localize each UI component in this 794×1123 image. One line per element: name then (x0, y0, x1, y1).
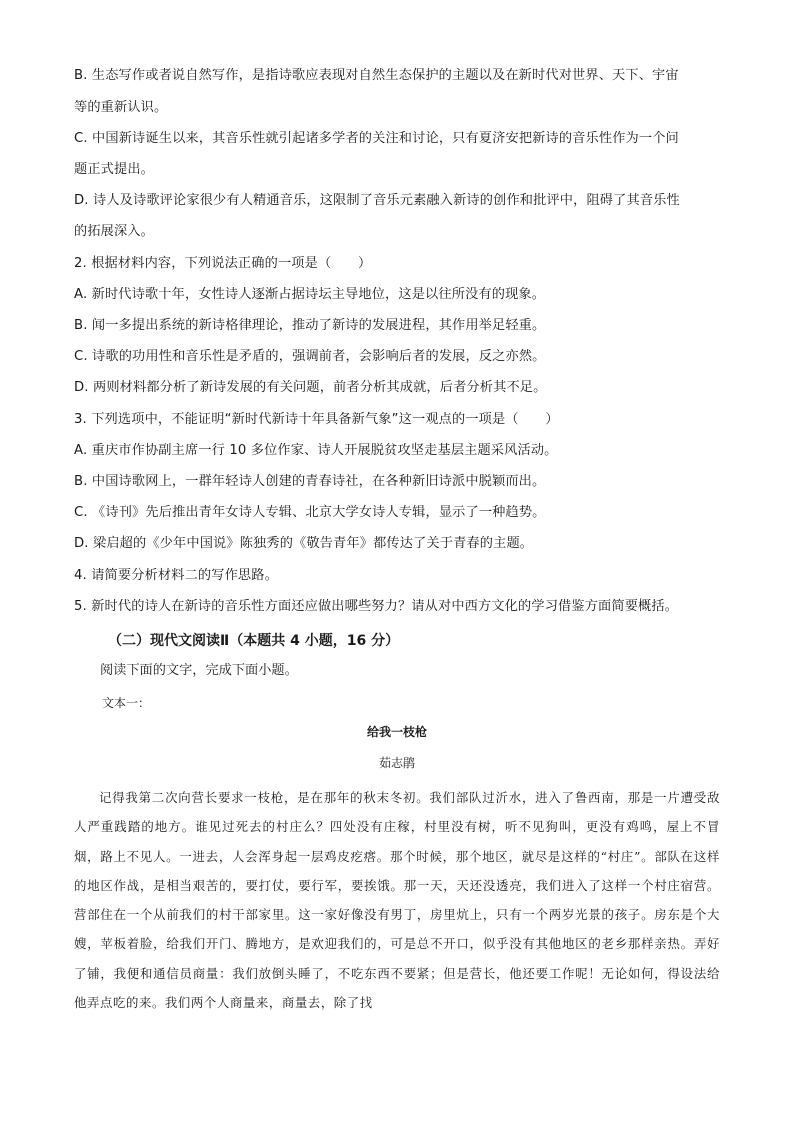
question-4-stem: 4. 请简要分析材料二的写作思路。 (74, 568, 278, 583)
question-2-option-d: D. 两则材料都分析了新诗发展的有关问题，前者分析其成就，后者分析其不足。 (74, 380, 547, 395)
question-3-option-b: B. 中国诗歌网上，一群年轻诗人创建的青春诗社，在各种新旧诗派中脱颖而出。 (74, 474, 546, 489)
text-label: 文本一： (102, 696, 151, 710)
reading-instruction: 阅读下面的文字，完成下面小题。 (100, 663, 298, 678)
story-title: 给我一枝枪 (366, 725, 427, 739)
question-3-option-c: C. 《诗刊》先后推出青年女诗人专辑、北京大学女诗人专辑，显示了一种趋势。 (74, 505, 546, 520)
question-2-option-b: B. 闻一多提出系统的新诗格律理论，推动了新诗的发展进程，其作用举足轻重。 (74, 318, 546, 333)
question-3-stem: 3. 下列选项中，不能证明“新时代新诗十年具备新气象”这一观点的一项是（ ） (74, 412, 559, 427)
option-c-line-2: 题正式提出。 (74, 162, 155, 177)
question-2-stem: 2. 根据材料内容，下列说法正确的一项是（ ） (74, 256, 372, 271)
question-2-option-a: A. 新时代诗歌十年，女性诗人逐渐占据诗坛主导地位，这是以往所没有的现象。 (74, 287, 546, 302)
option-b-line-2: 等的重新认识。 (74, 100, 168, 115)
question-3-option-d: D. 梁启超的《少年中国说》陈独秀的《敬告青年》都传达了关于青春的主题。 (74, 536, 534, 551)
question-3-option-a: A. 重庆市作协副主席一行 10 多位作家、诗人开展脱贫攻坚走基层主题采风活动。 (74, 443, 558, 458)
question-5-stem: 5. 新时代的诗人在新诗的音乐性方面还应做出哪些努力？请从对中西方文化的学习借鉴方面简要概括。 (74, 599, 679, 614)
story-paragraph: 记得我第二次向营长要求一枝枪，是在那年的秋末冬初。我们部队过沂水，进入了鲁西南，那是一片遭受敌人严重践踏的地方。谁见过死去的村庄么？四处没有庄稼，村里没有树，听不见狗叫，更没有鸡鸣，屋上不冒烟，路上不见人。一进去，人会浑身起一层鸡皮疙瘩。那个时候，那个地区，就尽是这样的“村庄”。部队在这样的地区作战，是相当艰苦的，要打仗，要行军，要挨饿。那一天，天还没透亮，我们进入了这样一个村庄宿营。营部住在一个从前我们的村干部家里。这一家好像没有男丁，房里炕上，只有一个两岁光景的孩子。房东是个大嫂，苹板着脸，给我们开门、腾地方，是欢迎我们的，可是总不开口，似乎没有其他地区的老乡那样亲热。弄好了铺，我便和通信员商量：我们放倒头睡了，不吃东西不要紧；但是营长，他还要工作呢！无论如何，得设法给他弄点吃的来。我们两个人商量来，商量去，除了找 (74, 790, 720, 1011)
option-b-line-1: B. 生态写作或者说自然写作，是指诗歌应表现对自然生态保护的主题以及在新时代对世界、天下、宇宙 (74, 68, 679, 83)
option-c-line-1: C. 中国新诗诞生以来，其音乐性就引起诸多学者的关注和讨论，只有夏济安把新诗的音乐性作为一个问 (74, 131, 679, 146)
option-d-line-1: D. 诗人及诗歌评论家很少有人精通音乐，这限制了音乐元素融入新诗的创作和批评中，阻碍了其音乐性 (74, 193, 680, 208)
option-d-line-2: 的拓展深入。 (74, 224, 155, 239)
section-title: （二）现代文阅读Ⅱ（本题共 4 小题，16 分） (108, 633, 400, 649)
story-author: 茹志鹃 (378, 756, 415, 770)
question-2-option-c: C. 诗歌的功用性和音乐性是矛盾的，强调前者，会影响后者的发展，反之亦然。 (74, 349, 546, 364)
